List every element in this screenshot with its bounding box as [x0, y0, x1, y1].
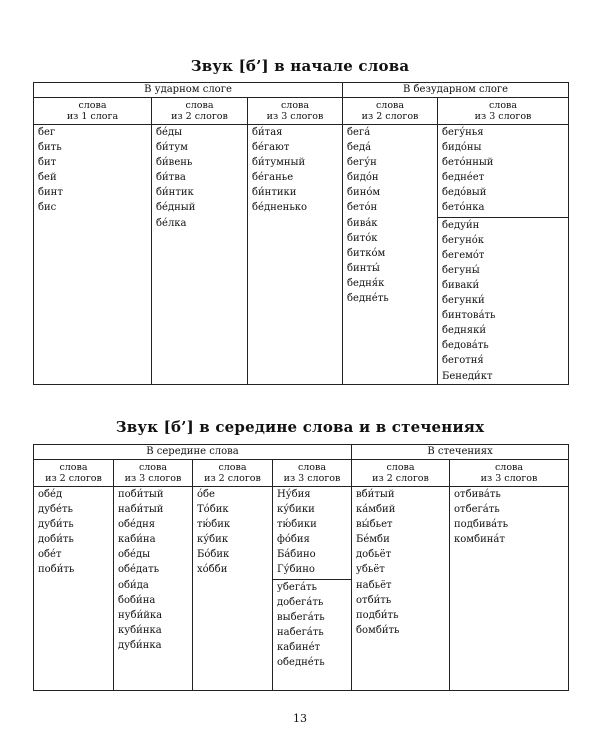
- column-header: слова из 3 слогов: [248, 98, 343, 125]
- word-list: бег бить бит бей бинт бис: [34, 125, 152, 385]
- word-list: бега́ беда́ бегу́н бидо́н бино́м бето́н бива́к бито́к битко́м бинты́ бедня́к бедне́ть: [343, 125, 438, 385]
- word-list: о́бе То́бик тю́бик ку́бик Бо́бик хо́бби: [193, 487, 273, 691]
- group-stressed: В ударном слоге: [34, 83, 343, 98]
- group-middle: В середине слова: [34, 445, 352, 460]
- group-unstressed: В безударном слоге: [343, 83, 569, 98]
- word-list: би́тая бе́гают би́тумный бе́ганье би́нтики бе́дненько: [248, 125, 343, 385]
- column-header: слова из 2 слогов: [34, 460, 114, 487]
- column-header: слова из 1 слога: [34, 98, 152, 125]
- section1-title: Звук [б’] в начале слова: [190, 57, 410, 75]
- column-header: слова из 3 слогов: [438, 98, 569, 125]
- word-list: отбива́ть отбега́ть подбива́ть комбина́т: [450, 487, 569, 691]
- word-list: обе́д дубе́ть дуби́ть доби́ть обе́т поби́ть: [34, 487, 114, 691]
- word-list: бегу́нья бидо́ны бето́нный бедне́ет бедо́вый бето́нка бедуи́н бегуно́к бегемо́т бегуны́ биваки́ бегунки́ бинтова́ть бедняки́ бедова́ть беготня́ Бенеди́кт: [438, 125, 569, 385]
- group-clusters: В стечениях: [352, 445, 569, 460]
- table-middle-sound: [33, 444, 569, 691]
- word-list: вби́тый ка́мбий вы́бьет Бе́мби добьёт убьёт набьёт отби́ть подби́ть бомби́ть: [352, 487, 450, 691]
- table-initial-sound: [33, 82, 569, 385]
- column-header: слова из 2 слогов: [352, 460, 450, 487]
- word-list: поби́тый наби́тый обе́дня каби́на обе́ды обе́дать оби́да боби́на нуби́йка куби́нка дуби́нка: [114, 487, 193, 691]
- word-list: Ну́бия ку́бики тю́бики фо́бия Ба́бино Гу́бино убега́ть добега́ть выбега́ть набега́ть кабине́т обедне́ть: [273, 487, 352, 691]
- page-number: 13: [293, 712, 307, 725]
- column-header: слова из 3 слогов: [450, 460, 569, 487]
- word-list: бе́ды би́тум би́вень би́тва би́нтик бе́дный бе́лка: [152, 125, 248, 385]
- column-header: слова из 2 слогов: [343, 98, 438, 125]
- column-header: слова из 2 слогов: [152, 98, 248, 125]
- column-header: слова из 2 слогов: [193, 460, 273, 487]
- section2-title: Звук [б’] в середине слова и в стечениях: [115, 418, 485, 436]
- column-header: слова из 3 слогов: [273, 460, 352, 487]
- column-header: слова из 3 слогов: [114, 460, 193, 487]
